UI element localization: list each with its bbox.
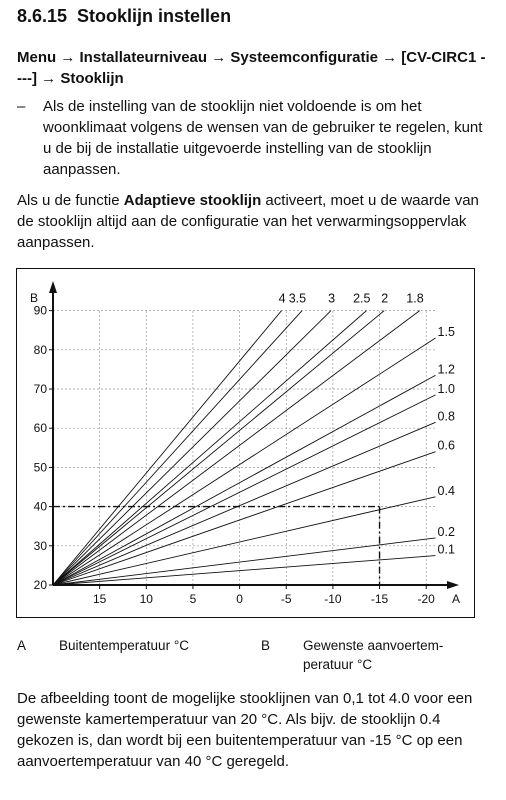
curve-label: 0.8 (437, 409, 455, 424)
y-axis-arrow-icon (49, 281, 57, 293)
bullet-text: Als de instelling van de stooklijn niet voldoende is om het woonklimaat volgens de wensen van de gebruiker te regelen, kunt u de bij de installatie uitgevoerde instelling van de stooklijn aanpassen. (43, 98, 483, 178)
section-heading (17, 6, 231, 27)
menu-path-level2: Systeemconfiguratie (230, 49, 378, 66)
section-number: 8.6.15 (17, 6, 68, 26)
y-axis-label: B (30, 291, 39, 305)
curve-0.2 (53, 538, 436, 585)
curve-2 (53, 311, 384, 585)
y-tick-label: 50 (33, 460, 47, 475)
x-tick-label: -20 (417, 592, 435, 606)
curve-0.4 (53, 497, 436, 585)
curve-label: 3.5 (288, 291, 307, 306)
curve-3 (53, 311, 331, 585)
x-tick-label: 15 (92, 592, 107, 606)
closing-paragraph: De afbeelding toont de mogelijke stooklijnen van 0,1 tot 4.0 voor een gewenste kamertemperatuur van 20 °C. Als bijv. de stooklijn 0.4 gekozen is, dan wordt bij een buitentemperatuur van -15 °C op een aanvoertemperatuur van 40 °C geregeld. (17, 690, 473, 770)
curve-label: 1.0 (437, 381, 455, 396)
paragraph-bold: Adaptieve stooklijn (123, 192, 262, 209)
adaptive-paragraph (17, 190, 487, 253)
curve-1.5 (53, 338, 436, 585)
curve-label: 0.2 (437, 524, 455, 539)
curve-label: 1.2 (437, 362, 455, 377)
menu-path-level1: Installateurniveau (79, 49, 208, 66)
y-tick-label: 80 (33, 342, 47, 357)
curve-label: 1.8 (406, 291, 424, 306)
curve-0.1 (53, 556, 436, 585)
curve-4 (53, 311, 282, 585)
arrow-icon: → (211, 49, 227, 66)
x-tick-label: -10 (324, 592, 342, 606)
curve-label: 0.1 (437, 542, 455, 557)
y-tick-label: 40 (33, 499, 47, 514)
menu-path-menu: Menu (17, 49, 57, 66)
curve-0.8 (53, 422, 436, 585)
arrow-icon: → (60, 49, 76, 66)
menu-path-level3: [CV-CIRC1 ----] (17, 49, 486, 87)
y-tick-label: 30 (33, 538, 47, 553)
curve-1.8 (53, 311, 420, 585)
curve-label: 3 (328, 291, 336, 306)
legend-b-key: B (261, 638, 271, 653)
heating-curve-chart (17, 269, 476, 619)
curve-0.6 (53, 452, 436, 585)
paragraph-before: Als u de functie (17, 192, 124, 209)
paragraph-after: activeert, moet u de waarde van de stooklijn altijd aan de configuratie van het verwarmingsoppervlak aanpassen. (17, 192, 479, 251)
x-tick-label: 10 (139, 592, 153, 606)
curve-label: 1.5 (437, 325, 455, 340)
legend-b-value: Gewenste aanvoertem-peratuur °C (303, 638, 444, 672)
arrow-icon: → (41, 70, 57, 87)
x-axis-label: A (452, 592, 461, 606)
y-tick-label: 60 (33, 421, 47, 436)
curve-label: 0.4 (437, 483, 455, 498)
curve-label: 0.6 (437, 438, 455, 453)
section-title: Stooklijn instellen (77, 6, 232, 26)
y-tick-label: 20 (33, 578, 47, 592)
menu-path-level4: Stooklijn (60, 70, 124, 87)
x-tick-label: -15 (370, 592, 389, 606)
arrow-icon: → (382, 49, 398, 66)
curve-1.2 (53, 375, 436, 585)
bullet-dash: – (17, 98, 26, 115)
heating-curve-figure (16, 268, 475, 618)
x-tick-label: -5 (280, 592, 292, 606)
menu-path (17, 47, 487, 89)
curve-2.5 (53, 311, 366, 585)
y-tick-label: 70 (33, 382, 47, 396)
curve-label: 4 (278, 291, 286, 306)
legend-a-key: A (17, 638, 27, 653)
legend-a-value: Buitentemperatuur °C (59, 638, 189, 653)
y-tick-label: 90 (33, 303, 47, 318)
curve-label: 2.5 (353, 291, 371, 306)
curve-1.0 (53, 395, 436, 585)
x-axis-arrow-icon (447, 581, 459, 589)
x-tick-label: 5 (189, 592, 197, 606)
x-tick-label: 0 (236, 592, 243, 606)
curve-label: 2 (381, 291, 389, 306)
